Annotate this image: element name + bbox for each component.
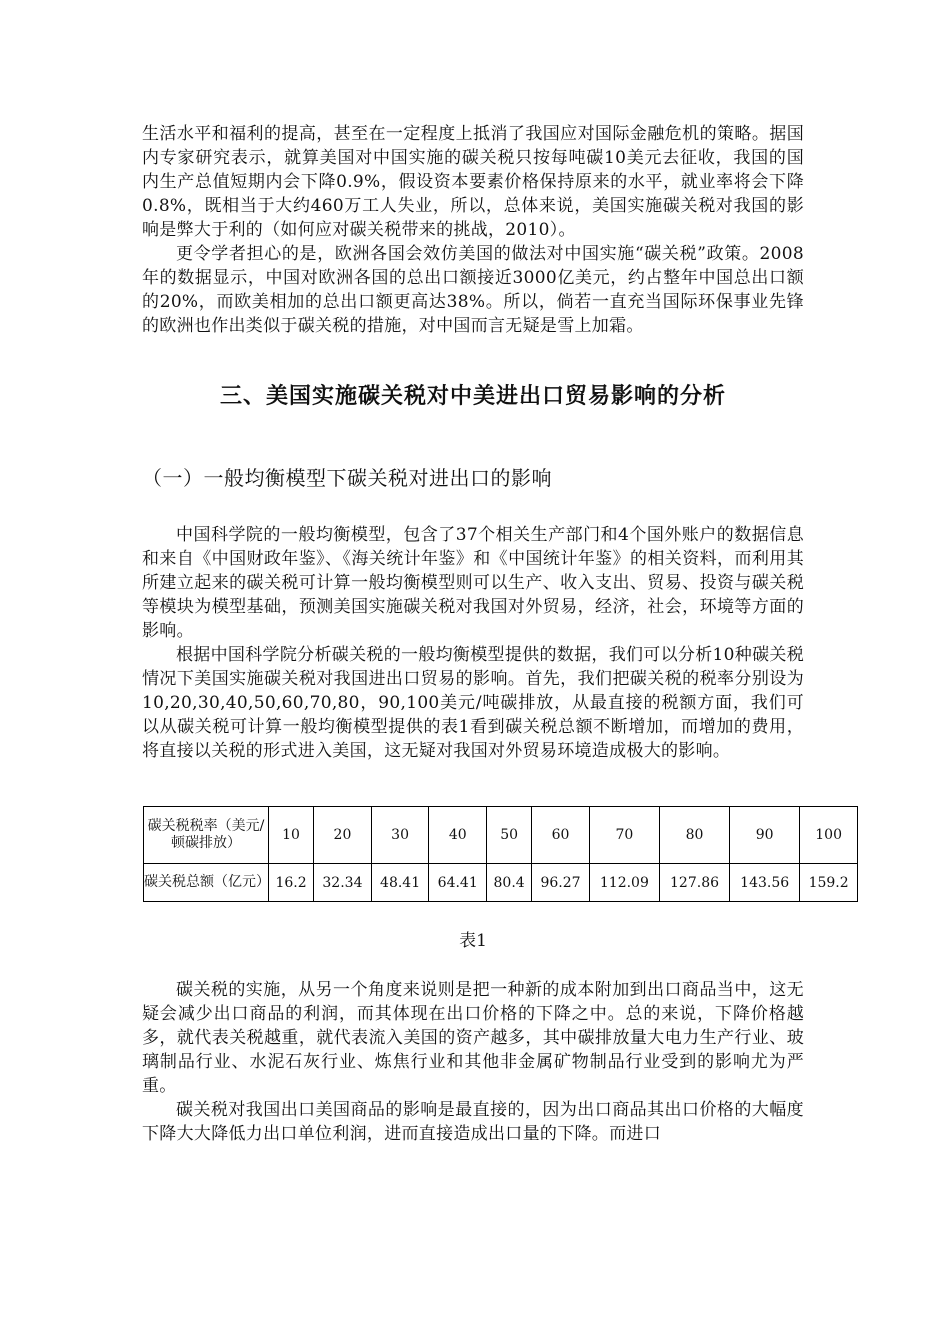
table-cell: 30 bbox=[371, 807, 429, 864]
table-cell: 143.56 bbox=[730, 864, 800, 902]
table-cell: 10 bbox=[269, 807, 314, 864]
table-cell: 48.41 bbox=[371, 864, 429, 902]
table-cell: 50 bbox=[487, 807, 532, 864]
table-cell: 90 bbox=[730, 807, 800, 864]
carbon-tariff-table bbox=[143, 806, 858, 902]
table-header-cell: 碳关税税率（美元/顿碳排放） bbox=[144, 807, 269, 864]
intro-paragraph-1: 生活水平和福利的提高，甚至在一定程度上抵消了我国应对国际金融危机的策略。据国内专家研究表示，就算美国对中国实施的碳关税只按每吨碳10美元去征收，我国的国内生产总值短期内会下降0.9%，假设资本要素价格保持原来的水平，就业率将会下降0.8%，既相当于大约460万工人失业，所以，总体来说，美国实施碳关税对我国的影响是弊大于利的（如何应对碳关税带来的挑战，2010）。 bbox=[142, 124, 804, 240]
table-caption: 表1 bbox=[459, 931, 487, 951]
table-cell: 112.09 bbox=[589, 864, 659, 902]
table-cell: 70 bbox=[589, 807, 659, 864]
body-paragraph-1: 中国科学院的一般均衡模型，包含了37个相关生产部门和4个国外账户的数据信息和来自《中国财政年鉴》、《海关统计年鉴》和《中国统计年鉴》的相关资料，而利用其所建立起来的碳关税可计算一般均衡模型则可以生产、收入支出、贸易、投资与碳关税等模块为模型基础，预测美国实施碳关税对我国对外贸易，经济，社会，环境等方面的影响。 bbox=[142, 525, 804, 641]
body-paragraph-3: 碳关税的实施，从另一个角度来说则是把一种新的成本附加到出口商品当中，这无疑会减少出口商品的利润，而其体现在出口价格的下降之中。总的来说，下降价格越多，就代表关税越重，就代表流入美国的资产越多，其中碳排放量大电力生产行业、玻璃制品行业、水泥石灰行业、炼焦行业和其他非金属矿物制品行业受到的影响尤为严重。 bbox=[142, 980, 804, 1096]
table-cell: 20 bbox=[314, 807, 372, 864]
table-header-cell: 碳关税总额（亿元） bbox=[144, 864, 269, 902]
intro-paragraph-2: 更令学者担心的是，欧洲各国会效仿美国的做法对中国实施“碳关税”政策。2008年的数据显示，中国对欧洲各国的总出口额接近3000亿美元，约占整年中国总出口额的20%，而欧美相加的总出口额更高达38%。所以，倘若一直充当国际环保事业先锋的欧洲也作出类似于碳关税的措施，对中国而言无疑是雪上加霜。 bbox=[142, 244, 804, 336]
table-cell: 40 bbox=[429, 807, 487, 864]
table-cell: 159.2 bbox=[800, 864, 858, 902]
table-cell: 32.34 bbox=[314, 864, 372, 902]
table-row bbox=[144, 864, 858, 902]
subsection-title: （一）一般均衡模型下碳关税对进出口的影响 bbox=[142, 466, 552, 490]
section-title: 三、美国实施碳关税对中美进出口贸易影响的分析 bbox=[219, 384, 726, 409]
table-cell: 100 bbox=[800, 807, 858, 864]
table-cell: 16.2 bbox=[269, 864, 314, 902]
document-page bbox=[142, 122, 849, 1146]
table-cell: 80 bbox=[659, 807, 729, 864]
table-cell: 80.4 bbox=[487, 864, 532, 902]
body-paragraph-4: 碳关税对我国出口美国商品的影响是最直接的，因为出口商品其出口价格的大幅度下降大大降低力出口单位利润，进而直接造成出口量的下降。而进口 bbox=[142, 1100, 804, 1144]
table-cell: 64.41 bbox=[429, 864, 487, 902]
table-row bbox=[144, 807, 858, 864]
table-cell: 60 bbox=[532, 807, 590, 864]
table-cell: 127.86 bbox=[659, 864, 729, 902]
body-paragraph-2: 根据中国科学院分析碳关税的一般均衡模型提供的数据，我们可以分析10种碳关税情况下美国实施碳关税对我国进出口贸易的影响。首先，我们把碳关税的税率分别设为10,20,30,40,50,60,70,80，90,100美元/吨碳排放，从最直接的税额方面，我们可以从碳关税可计算一般均衡模型提供的表1看到碳关税总额不断增加，而增加的费用，将直接以关税的形式进入美国，这无疑对我国对外贸易环境造成极大的影响。 bbox=[142, 645, 804, 761]
table-cell: 96.27 bbox=[532, 864, 590, 902]
